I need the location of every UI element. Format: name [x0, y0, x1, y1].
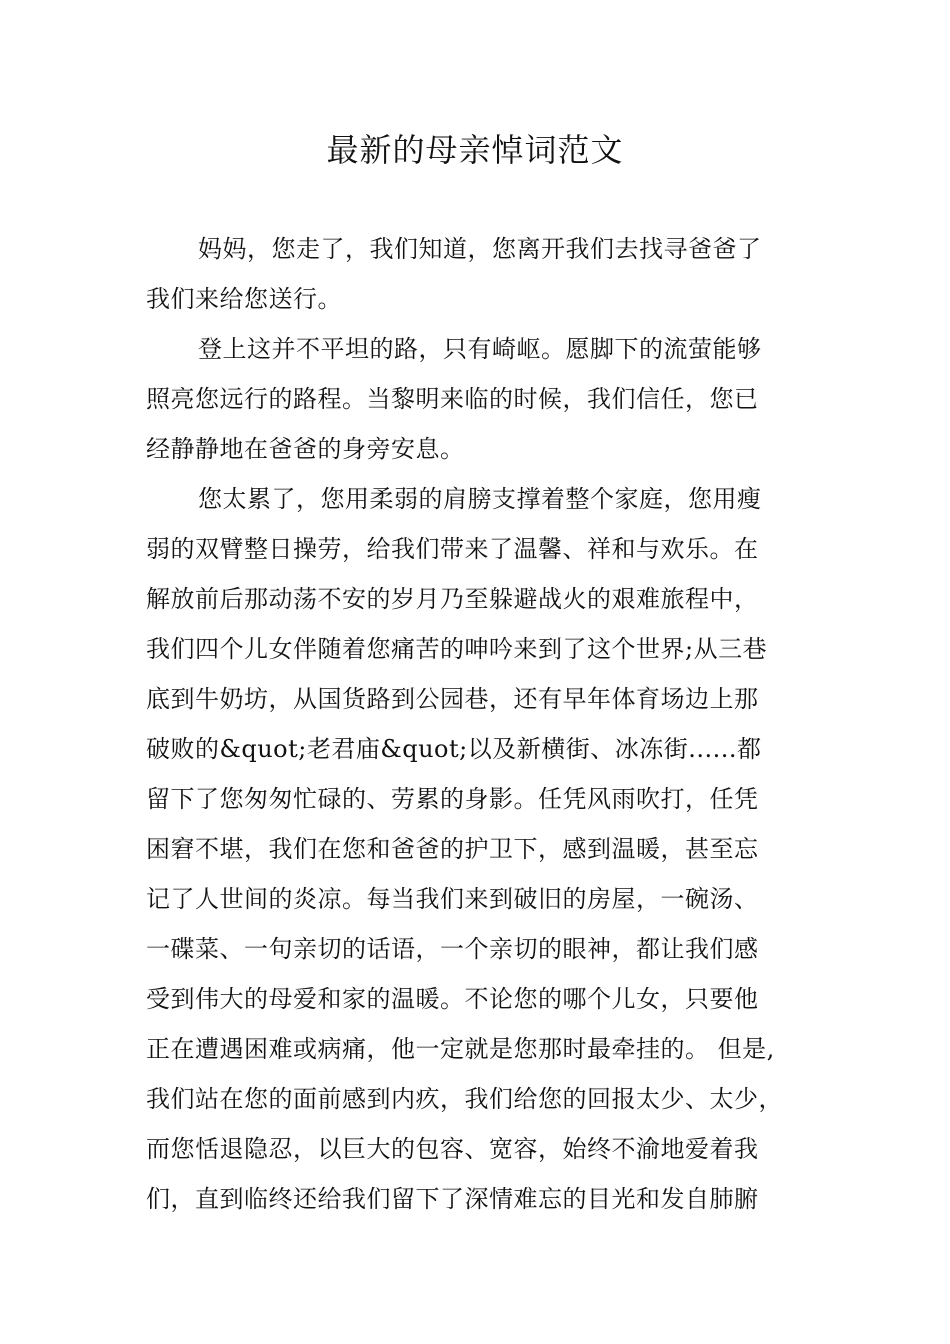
- paragraph-line: 登上这并不平坦的路，只有崎岖。愿脚下的流萤能够: [198, 335, 762, 363]
- paragraph-line: 弱的双臂整日操劳，给我们带来了温馨、祥和与欢乐。在: [146, 535, 759, 563]
- paragraph-line: 您太累了，您用柔弱的肩膀支撑着整个家庭，您用瘦: [198, 485, 762, 513]
- document-body: [146, 224, 814, 1224]
- paragraph-line: 受到伟大的母爱和家的温暖。不论您的哪个儿女，只要他: [146, 985, 759, 1013]
- paragraph-line: 而您恬退隐忍，以巨大的包容、宽容，始终不渝地爱着我: [146, 1135, 759, 1163]
- paragraph-line: 妈妈，您走了，我们知道，您离开我们去找寻爸爸了: [198, 235, 762, 263]
- paragraph-line: 照亮您远行的路程。当黎明来临的时候，我们信任，您已: [146, 385, 759, 413]
- paragraph-line: 我们四个儿女伴随着您痛苦的呻吟来到了这个世界;从三巷: [146, 635, 768, 663]
- document-title: 最新的母亲悼词范文: [326, 131, 624, 169]
- paragraph-line: 底到牛奶坊，从国货路到公园巷，还有早年体育场边上那: [146, 685, 759, 713]
- paragraph-line: 我们站在您的面前感到内疚，我们给您的回报太少、太少，: [146, 1085, 783, 1113]
- paragraph-line: 困窘不堪，我们在您和爸爸的护卫下，感到温暖，甚至忘: [146, 835, 759, 863]
- paragraph-line: 一碟菜、一句亲切的话语，一个亲切的眼神，都让我们感: [146, 935, 759, 963]
- paragraph-line: 经静静地在爸爸的身旁安息。: [146, 435, 465, 463]
- paragraph-line: 破败的&quot;老君庙&quot;以及新横街、冰冻街......都: [146, 735, 762, 763]
- paragraph-line: 我们来给您送行。: [146, 285, 342, 313]
- paragraph-line: 记了人世间的炎凉。每当我们来到破旧的房屋，一碗汤、: [146, 885, 759, 913]
- paragraph-line: 解放前后那动荡不安的岁月乃至躲避战火的艰难旅程中，: [146, 585, 759, 613]
- paragraph-line: 正在遭遇困难或病痛，他一定就是您那时最牵挂的。 但是,: [146, 1035, 775, 1063]
- paragraph-line: 们，直到临终还给我们留下了深情难忘的目光和发自肺腑: [146, 1185, 759, 1213]
- paragraph-line: 留下了您匆匆忙碌的、劳累的身影。任凭风雨吹打，任凭: [146, 785, 759, 813]
